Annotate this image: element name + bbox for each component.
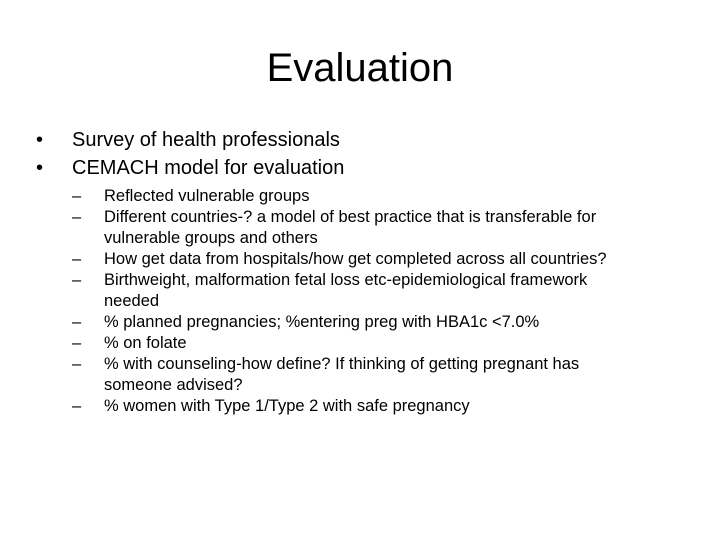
sub-bullet-marker: – [72, 397, 82, 415]
sub-bullet-item [72, 207, 632, 249]
sub-bullet-text: % women with Type 1/Type 2 with safe pregnancy [104, 397, 470, 415]
bullet-text: Survey of health professionals [72, 129, 340, 151]
sub-bullet-item [72, 186, 632, 207]
bullet-list [36, 126, 696, 417]
sub-bullet-marker: – [72, 250, 82, 268]
bullet-marker: • [36, 157, 44, 179]
sub-bullet-marker: – [72, 271, 82, 289]
slide-title: Evaluation [266, 46, 454, 90]
sub-bullet-text: % on folate [104, 334, 187, 352]
bullet-item [36, 154, 696, 417]
sub-bullet-list [72, 186, 632, 417]
sub-bullet-text: % planned pregnancies; %entering preg with HBA1c <7.0% [104, 313, 540, 331]
bullet-item [36, 126, 696, 154]
sub-bullet-text: Birthweight, malformation fetal loss etc-epidemiological framework needed [104, 271, 588, 310]
bullet-marker: • [36, 129, 44, 151]
sub-bullet-text: Different countries-? a model of best practice that is transferable for vulnerable groups and others [104, 208, 597, 247]
sub-bullet-item [72, 333, 632, 354]
sub-bullet-item [72, 249, 632, 270]
sub-bullet-item [72, 354, 632, 396]
sub-bullet-marker: – [72, 355, 82, 373]
sub-bullet-text: How get data from hospitals/how get completed across all countries? [104, 250, 607, 268]
sub-bullet-item [72, 270, 632, 312]
sub-bullet-text: % with counseling-how define? If thinking of getting pregnant has someone advised? [104, 355, 580, 394]
sub-bullet-item [72, 396, 632, 417]
bullet-text: CEMACH model for evaluation [72, 157, 345, 179]
sub-bullet-item [72, 312, 632, 333]
sub-bullet-marker: – [72, 313, 82, 331]
sub-bullet-marker: – [72, 208, 82, 226]
sub-bullet-text: Reflected vulnerable groups [104, 187, 310, 205]
sub-bullet-marker: – [72, 187, 82, 205]
sub-bullet-marker: – [72, 334, 82, 352]
